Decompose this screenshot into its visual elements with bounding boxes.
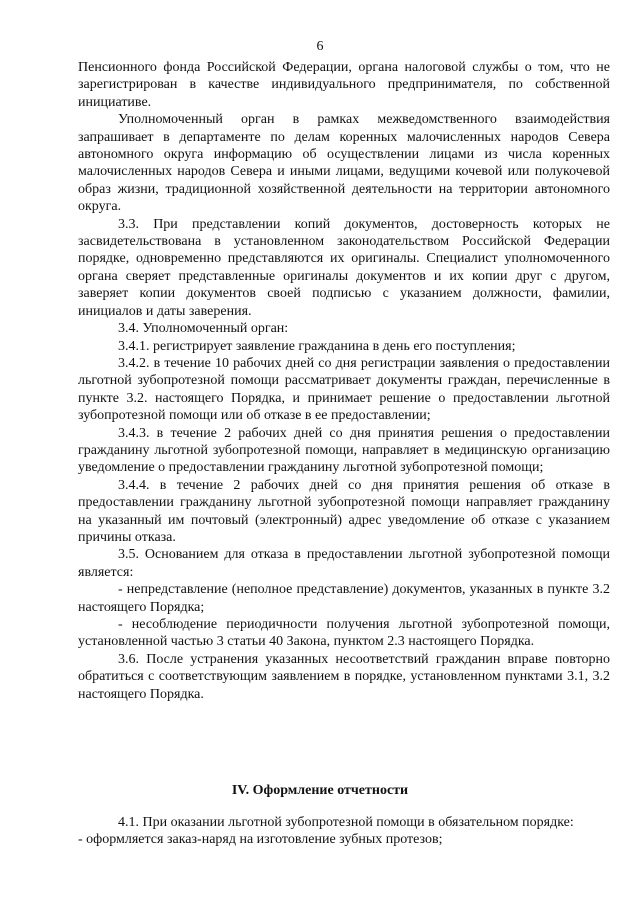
paragraph-3-4-3: 3.4.3. в течение 2 рабочих дней со дня принятия решения о предоставлении гражданину льготной зубопротезной помощи, направляет в медицинскую организацию уведомление о предоставлении гражданину льготной зубопротезной помощи;: [78, 425, 610, 476]
paragraph-3-3: 3.3. При представлении копий документов, достоверность которых не засвидетельствована в установленном законодательством Российской Федерации порядке, одновременно представляются их оригиналы. Специалист уполномоченного органа сверяет представленные оригиналы документов и их копии друг с другом, заверяет копии документов своей подписью с указанием должности, фамилии, инициалов и даты заверения.: [78, 216, 610, 319]
document-body: [78, 59, 610, 703]
paragraph-continuation: Пенсионного фонда Российской Федерации, органа налоговой службы о том, что не зарегистрирован в качестве индивидуального предпринимателя, по собственной инициативе.: [78, 60, 610, 110]
paragraph-3-6: 3.6. После устранения указанных несоответствий гражданин вправе повторно обратиться с соответствующим заявлением в порядке, установленном пунктами 3.1, 3.2 настоящего Порядка.: [78, 651, 610, 702]
paragraph-3-5: 3.5. Основанием для отказа в предоставлении льготной зубопротезной помощи является:: [78, 547, 610, 580]
section-heading: IV. Оформление отчетности: [231, 783, 409, 798]
list-item-work-order: - оформляется заказ-наряд на изготовление зубных протезов;: [78, 832, 443, 848]
paragraph-3-4-1: 3.4.1. регистрирует заявление гражданина в день его поступления;: [118, 338, 516, 354]
section-body: [78, 814, 610, 849]
paragraph-3-4: 3.4. Уполномоченный орган:: [118, 321, 289, 337]
paragraph-4-1: 4.1. При оказании льготной зубопротезной помощи в обязательном порядке:: [118, 815, 574, 830]
list-item-refusal-reason-2: - несоблюдение периодичности получения льготной зубопротезной помощи, установленной частью 3 статьи 40 Закона, пунктом 2.3 настоящего Порядка.: [78, 617, 610, 650]
paragraph-3-4-4: 3.4.4. в течение 2 рабочих дней со дня принятия решения об отказе в предоставлении гражданину льготной зубопротезной помощи направляет гражданину на указанный им почтовый (электронный) адрес уведомление об отказе с указанием причины отказа.: [78, 477, 610, 545]
paragraph-interagency-request: Уполномоченный орган в рамках межведомственного взаимодействия запрашивает в департаменте по делам коренных малочисленных народов Севера автономного округа информацию об осуществлении лицами из числа коренных малочисленных народов Севера и иными лицами, ведущими кочевой или полукочевой образ жизни, традиционной хозяйственной деятельности на территории автономного округа.: [78, 112, 610, 215]
page-number: 6: [316, 39, 324, 54]
paragraph-3-4-2: 3.4.2. в течение 10 рабочих дней со дня регистрации заявления о предоставлении льготной зубопротезной помощи рассматривает документы граждан, перечисленные в пункте 3.2. настоящего Порядка, и принимает решение о предоставлении льготной зубопротезной помощи или об отказе в ее предоставлении;: [78, 355, 610, 424]
list-item-refusal-reason-1: - непредставление (неполное представление) документов, указанных в пункте 3.2 настоящего Порядка;: [78, 582, 610, 615]
